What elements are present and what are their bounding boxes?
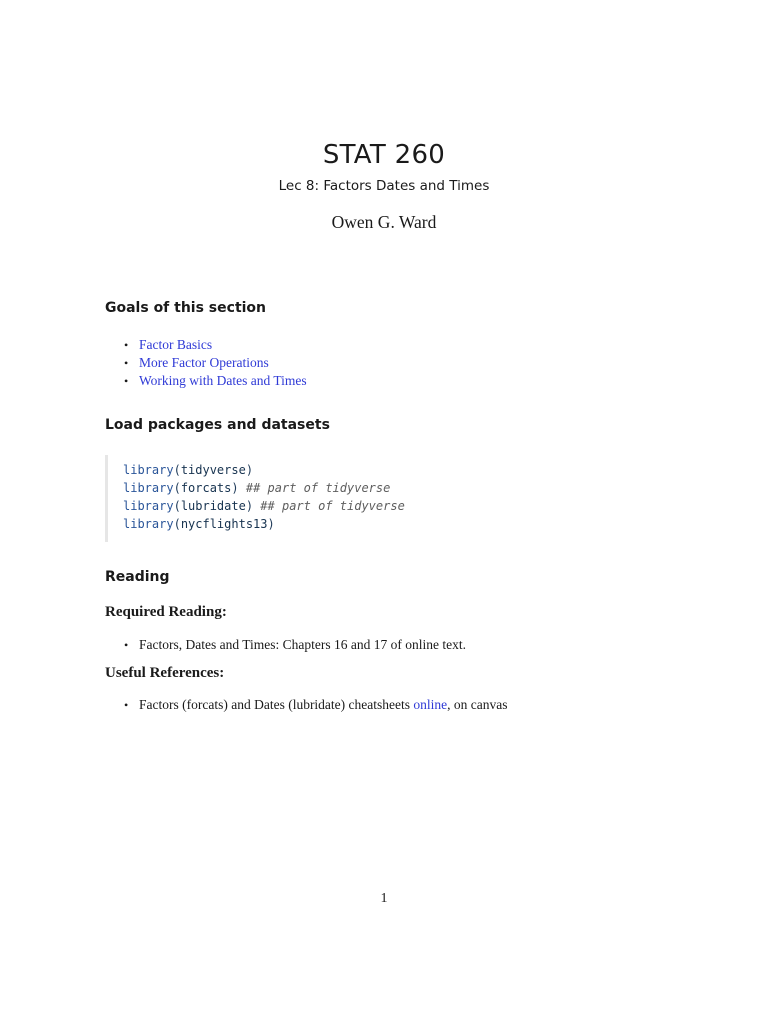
reference-text-tail: , on canvas xyxy=(447,697,508,712)
code-line: library(forcats) ## part of tidyverse xyxy=(123,481,391,495)
list-item: • Factors, Dates and Times: Chapters 16 and 17 of online text. xyxy=(105,636,466,654)
code-function: library xyxy=(123,463,174,477)
document-author: Owen G. Ward xyxy=(331,212,437,232)
code-comment: ## part of tidyverse xyxy=(245,481,391,495)
goal-link-more-factor-operations[interactable]: More Factor Operations xyxy=(139,355,269,370)
code-argument: nycflights13 xyxy=(180,517,268,531)
code-function: library xyxy=(123,499,174,513)
goals-list xyxy=(105,336,307,390)
goal-link-dates-and-times[interactable]: Working with Dates and Times xyxy=(139,373,307,388)
list-item xyxy=(105,696,508,714)
reference-text: Factors (forcats) and Dates (lubridate) cheatsheets xyxy=(139,697,414,712)
code-function: library xyxy=(123,517,174,531)
document-title: STAT 260 xyxy=(322,140,446,170)
code-line: library(lubridate) ## part of tidyverse xyxy=(123,499,405,513)
goal-link-factor-basics[interactable]: Factor Basics xyxy=(139,337,213,352)
code-argument: tidyverse xyxy=(180,463,246,477)
required-reading-list xyxy=(105,636,466,654)
code-block xyxy=(105,455,668,542)
reading-heading: Reading xyxy=(105,569,170,585)
list-item xyxy=(105,336,307,354)
code-line: library(tidyverse) xyxy=(123,463,254,477)
document-subtitle: Lec 8: Factors Dates and Times xyxy=(278,178,490,194)
code-argument: forcats xyxy=(180,481,232,495)
code-comment: ## part of tidyverse xyxy=(260,499,405,513)
online-link[interactable]: online xyxy=(413,697,448,712)
code-function: library xyxy=(123,481,174,495)
useful-references-heading: Useful References: xyxy=(105,665,225,681)
required-reading-heading: Required Reading: xyxy=(105,604,227,620)
useful-references-list xyxy=(105,696,508,714)
goals-heading: Goals of this section xyxy=(105,300,267,316)
page-number: 1 xyxy=(380,891,388,906)
list-item xyxy=(105,372,307,390)
load-heading: Load packages and datasets xyxy=(105,417,330,433)
code-argument: lubridate xyxy=(180,499,246,513)
code-line: library(nycflights13) xyxy=(123,517,275,531)
list-item xyxy=(105,354,307,372)
